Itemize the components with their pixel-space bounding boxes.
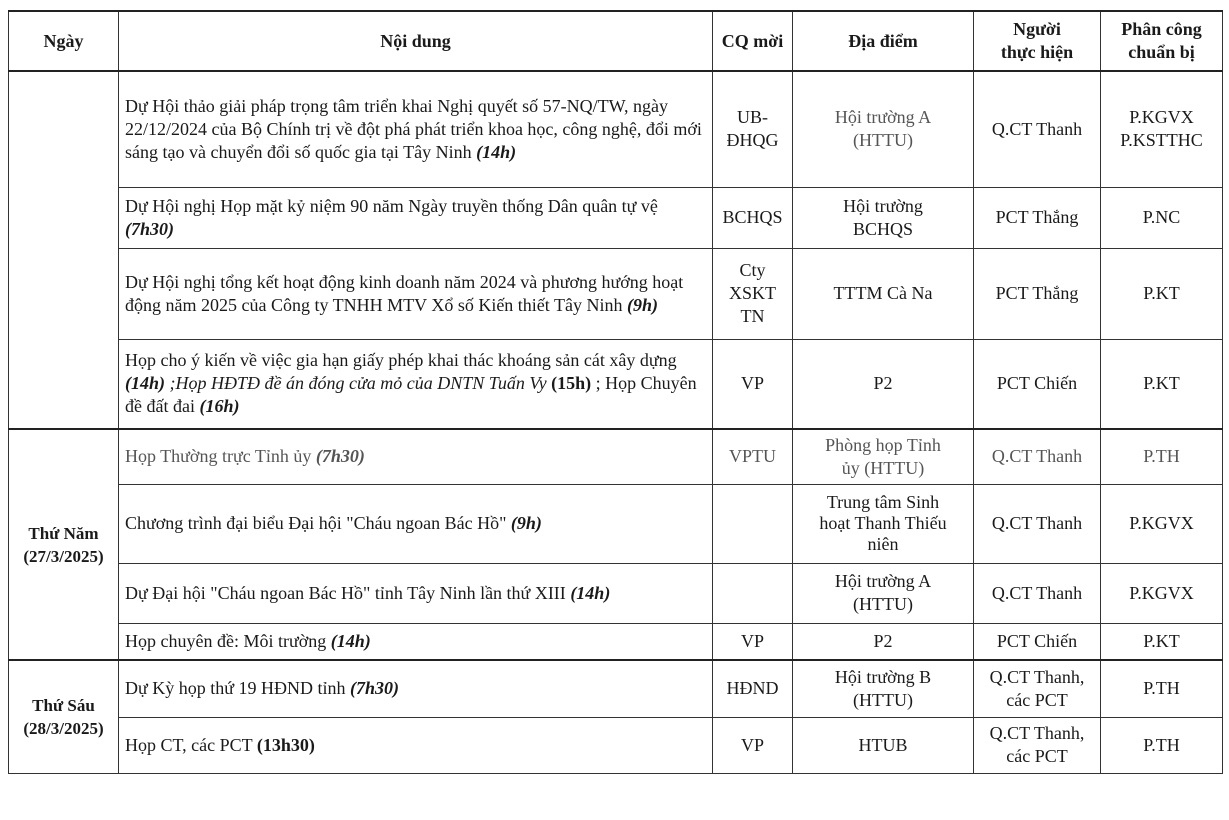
time-text: (7h30) [350,678,400,699]
time-text: (7h30) [315,446,365,467]
person-cell [974,717,1101,773]
place-line-1: Hội trường [843,195,923,216]
prep-cell: P.TH [1101,717,1223,773]
place-line-1: Hội trường B [834,666,932,687]
table-row [9,248,1223,339]
header-phan-cong [1101,11,1223,71]
prep-cell: P.KGVX [1101,484,1223,563]
person-line-1: Q.CT Thanh, [989,723,1085,743]
place-line-2: hoạt Thanh Thiếu [819,513,947,533]
content-text-a: Họp cho ý kiến về việc gia hạn giấy phép khai thác khoáng sản cát xây dựng [125,350,677,371]
table-row [9,339,1223,429]
header-noi-dung: Nội dung [119,11,713,71]
time-text: (14h) [330,630,371,651]
prep-line-2: P.KSTTHC [1120,130,1203,151]
time-text-a: (14h) [125,373,165,394]
day-cell-thu-nam [9,429,119,660]
content-text: Chương trình đại biểu Đại hội "Cháu ngoan Bác Hồ" [125,513,511,533]
cq-cell [713,248,793,339]
prep-cell: P.NC [1101,187,1223,248]
header-row [9,11,1223,71]
cq-cell [713,563,793,623]
prep-cell: P.KT [1101,623,1223,660]
time-text-c: (16h) [199,396,240,417]
prep-line-1: P.KGVX [1129,107,1194,128]
cq-line-1: Cty [739,260,766,280]
content-text: Họp chuyên đề: Môi trường [125,630,331,651]
cq-cell: VP [713,717,793,773]
cq-cell [713,71,793,187]
table-row [9,623,1223,660]
content-cell [119,660,713,717]
place-cell [793,429,974,484]
day-cell-previous [9,71,119,429]
place-line-2: (HTTU) [853,689,913,710]
cq-cell: BCHQS [713,187,793,248]
table-row [9,717,1223,773]
cq-cell: HĐND [713,660,793,717]
place-line-1: Hội trường A [834,571,932,591]
person-cell: PCT Chiến [974,623,1101,660]
person-cell: Q.CT Thanh [974,429,1101,484]
place-line-2: ủy (HTTU) [841,457,925,478]
table-row [9,660,1223,717]
table-row [9,484,1223,563]
content-cell [119,623,713,660]
content-cell [119,187,713,248]
content-cell [119,429,713,484]
prep-cell [1101,71,1223,187]
place-line-1: Hội trường A [834,107,932,128]
place-cell: TTTM Cà Na [793,248,974,339]
content-cell [119,717,713,773]
cq-line-2: ĐHQG [726,130,779,151]
content-text: Dự Hội nghị tổng kết hoạt động kinh doanh năm 2024 và phương hướng hoạt động năm 2025 của Công ty TNHH MTV Xổ số Kiến thiết Tây Ninh [125,271,684,315]
place-line-3: niên [867,534,899,554]
person-line-1: Q.CT Thanh, [989,666,1085,687]
content-cell [119,484,713,563]
person-cell: Q.CT Thanh [974,563,1101,623]
time-text: (9h) [510,513,542,533]
time-text: (13h30) [256,734,315,755]
prep-cell: P.TH [1101,660,1223,717]
content-text: Họp Thường trực Tỉnh ủy [125,446,316,467]
day-cell-thu-sau [9,660,119,773]
table-row [9,429,1223,484]
content-cell [119,563,713,623]
place-cell [793,484,974,563]
table-row [9,71,1223,187]
time-text: (7h30) [125,218,174,239]
person-cell: PCT Thắng [974,248,1101,339]
place-cell [793,563,974,623]
person-cell: Q.CT Thanh [974,484,1101,563]
header-nguoi-line-2: thực hiện [1000,42,1074,62]
cq-line-2: XSKT [728,283,776,303]
place-line-2: (HTTU) [853,594,913,614]
content-cell [119,339,713,429]
person-line-2: các PCT [1006,746,1068,766]
day-date: (27/3/2025) [23,546,104,566]
content-text: Họp CT, các PCT [125,734,257,755]
schedule-table [8,10,1223,774]
cq-cell [713,484,793,563]
time-text-b: (15h) [551,373,592,394]
header-ngay: Ngày [9,11,119,71]
cq-line-3: TN [740,306,765,326]
time-text: (14h) [476,141,517,162]
header-nguoi-line-1: Người [1013,19,1061,39]
prep-cell: P.TH [1101,429,1223,484]
place-cell: P2 [793,339,974,429]
content-text: Dự Kỳ họp thứ 19 HĐND tỉnh [125,678,351,699]
place-cell: HTUB [793,717,974,773]
cq-cell: VP [713,339,793,429]
place-cell [793,187,974,248]
table-row [9,187,1223,248]
time-text: (9h) [626,294,658,315]
prep-cell: P.KT [1101,339,1223,429]
time-text: (14h) [570,582,611,603]
cq-cell: VPTU [713,429,793,484]
content-text: Dự Đại hội "Cháu ngoan Bác Hồ" tỉnh Tây Ninh lần thứ XIII [125,582,571,603]
content-text-b: ;Họp HĐTĐ đề án đóng cửa mỏ của DNTN Tuấn Vy [165,373,552,394]
header-phan-cong-line-2: chuẩn bị [1128,42,1195,62]
person-cell: PCT Thắng [974,187,1101,248]
person-cell: PCT Chiến [974,339,1101,429]
place-cell [793,71,974,187]
header-phan-cong-line-1: Phân công [1121,19,1202,39]
prep-cell: P.KGVX [1101,563,1223,623]
place-line-1: Trung tâm Sinh [826,492,940,512]
person-cell [974,660,1101,717]
place-line-1: Phòng họp Tỉnh [825,434,941,455]
table-row [9,563,1223,623]
content-text-c: ; Họp Chuyên đề đất đai [125,373,697,417]
content-cell [119,71,713,187]
place-line-2: (HTTU) [853,130,913,151]
place-line-2: BCHQS [852,218,914,239]
cq-cell: VP [713,623,793,660]
content-text: Dự Hội thảo giải pháp trọng tâm triển khai Nghị quyết số 57-NQ/TW, ngày 22/12/2024 của Bộ Chính trị về đột phá phát triển khoa học, công nghệ, đổi mới sáng tạo và chuyển đổi số quốc gia tại Tây Ninh [125,95,702,162]
person-line-2: các PCT [1006,689,1068,710]
header-nguoi-thuc-hien [974,11,1101,71]
prep-cell: P.KT [1101,248,1223,339]
content-cell [119,248,713,339]
day-name: Thứ Sáu [32,695,95,715]
day-date: (28/3/2025) [23,718,104,738]
header-cq-moi: CQ mời [713,11,793,71]
place-cell [793,660,974,717]
cq-line-1: UB- [737,107,768,128]
place-cell: P2 [793,623,974,660]
content-text: Dự Hội nghị Họp mặt kỷ niệm 90 năm Ngày truyền thống Dân quân tự vệ [125,195,658,216]
person-cell: Q.CT Thanh [974,71,1101,187]
day-name: Thứ Năm [28,523,99,543]
header-dia-diem: Địa điểm [793,11,974,71]
schedule-page [8,10,1222,774]
